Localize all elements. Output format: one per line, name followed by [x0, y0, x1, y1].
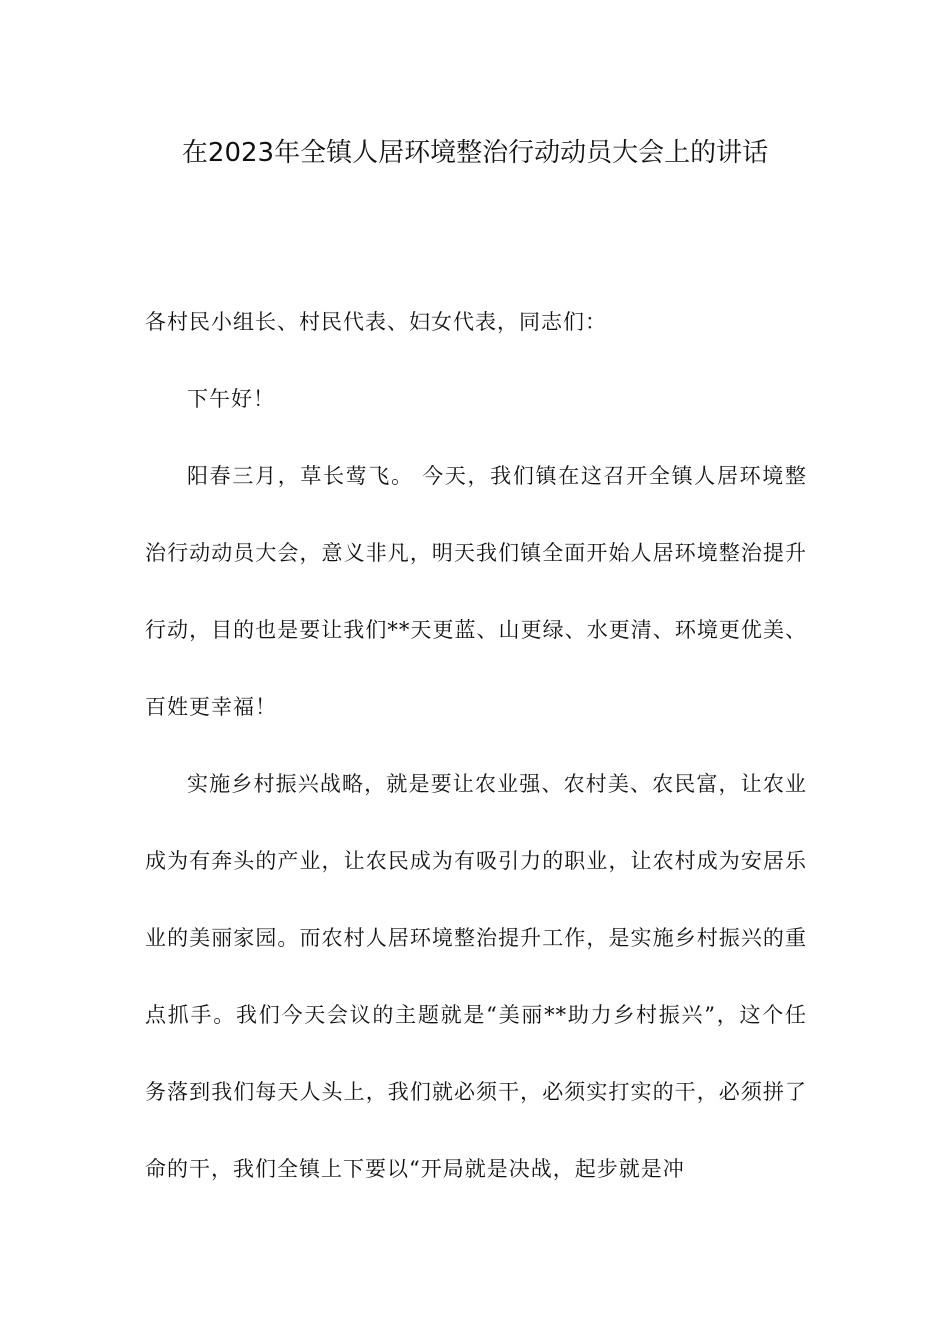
document-title: 在2023年全镇人居环境整治行动动员大会上的讲话	[181, 138, 769, 168]
paragraph-rural-revitalization: 实施乡村振兴战略，就是要让农业强、农村美、农民富，让农业成为有奔头的产业，让农民成为有吸引力的职业，让农村成为安居乐业的美丽家园。而农村人居环境整治提升工作，是实施乡村振兴的重点抓手。我们今天会议的主题就是“美丽**助力乡村振兴”，这个任务落到我们每天人头上，我们就必须干，必须实打实的干，必须拼了命的干，我们全镇上下要以“开局就是决战，起步就是冲	[145, 772, 807, 1181]
document-body	[145, 284, 807, 1208]
paragraph-greeting: 下午好！	[187, 387, 275, 411]
salutation: 各村民小组长、村民代表、妇女代表，同志们：	[145, 310, 607, 334]
paragraph-opening: 阳春三月，草长莺飞。 今天，我们镇在这召开全镇人居环境整治行动动员大会，意义非凡，明天我们镇全面开始人居环境整治提升行动，目的也是要让我们**天更蓝、山更绿、水更清、环境更优美、百姓更幸福！	[145, 464, 807, 719]
